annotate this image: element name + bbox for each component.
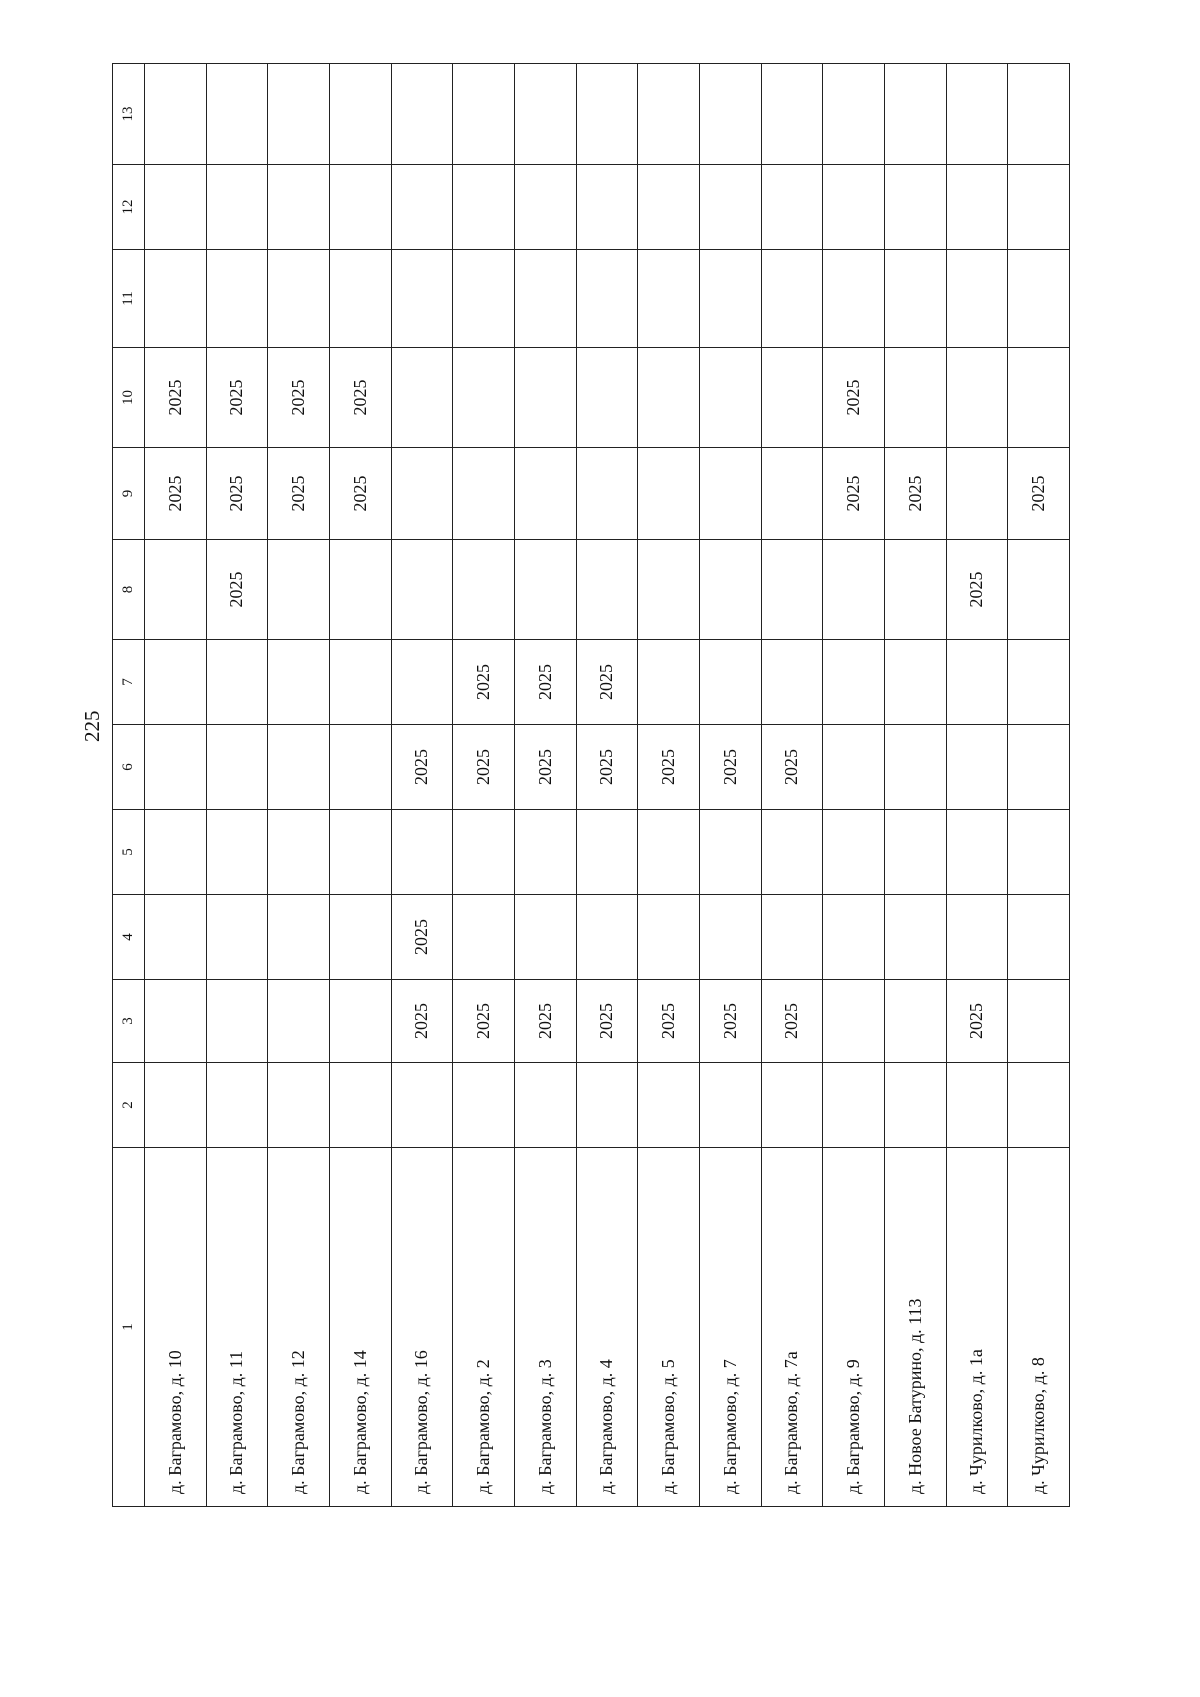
year-cell bbox=[761, 895, 823, 980]
year-cell bbox=[638, 895, 700, 980]
year-cell bbox=[823, 980, 885, 1063]
year-cell bbox=[206, 1063, 268, 1148]
address-cell: д. Баграмово, д. 7а bbox=[761, 1148, 823, 1507]
year-cell: 2025 bbox=[946, 980, 1008, 1063]
address-cell: д. Баграмово, д. 5 bbox=[638, 1148, 700, 1507]
year-cell: 2025 bbox=[823, 448, 885, 540]
year-cell bbox=[884, 725, 946, 810]
year-cell bbox=[823, 64, 885, 165]
year-cell bbox=[946, 895, 1008, 980]
year-cell bbox=[514, 540, 576, 640]
column-header: 1 bbox=[113, 1148, 145, 1507]
year-cell bbox=[329, 895, 391, 980]
year-cell bbox=[391, 540, 453, 640]
year-cell bbox=[823, 810, 885, 895]
year-cell bbox=[638, 810, 700, 895]
year-cell bbox=[576, 540, 638, 640]
year-cell bbox=[699, 165, 761, 250]
address-cell: д. Чурилково, д. 1а bbox=[946, 1148, 1008, 1507]
year-cell bbox=[1008, 640, 1070, 725]
year-cell bbox=[453, 64, 515, 165]
year-cell bbox=[1008, 725, 1070, 810]
year-cell: 2025 bbox=[514, 640, 576, 725]
year-cell bbox=[514, 165, 576, 250]
year-cell bbox=[576, 448, 638, 540]
year-cell: 2025 bbox=[268, 448, 330, 540]
column-header: 13 bbox=[113, 64, 145, 165]
year-cell bbox=[823, 895, 885, 980]
year-cell bbox=[391, 810, 453, 895]
year-cell bbox=[329, 1063, 391, 1148]
year-cell: 2025 bbox=[638, 980, 700, 1063]
year-cell: 2025 bbox=[576, 725, 638, 810]
year-cell bbox=[391, 165, 453, 250]
table-row bbox=[761, 64, 823, 1507]
year-cell bbox=[884, 1063, 946, 1148]
address-cell: д. Баграмово, д. 4 bbox=[576, 1148, 638, 1507]
year-cell: 2025 bbox=[761, 980, 823, 1063]
year-cell bbox=[946, 810, 1008, 895]
year-cell bbox=[946, 250, 1008, 348]
year-cell bbox=[884, 64, 946, 165]
year-cell bbox=[1008, 895, 1070, 980]
column-header: 9 bbox=[113, 448, 145, 540]
year-cell: 2025 bbox=[206, 448, 268, 540]
year-cell bbox=[884, 810, 946, 895]
year-cell bbox=[145, 165, 207, 250]
year-cell bbox=[145, 810, 207, 895]
year-cell: 2025 bbox=[391, 895, 453, 980]
year-cell bbox=[391, 348, 453, 448]
year-cell: 2025 bbox=[329, 348, 391, 448]
year-cell bbox=[514, 348, 576, 448]
year-cell bbox=[823, 540, 885, 640]
year-cell bbox=[638, 64, 700, 165]
year-cell bbox=[329, 725, 391, 810]
column-header: 5 bbox=[113, 810, 145, 895]
year-cell bbox=[761, 165, 823, 250]
year-cell bbox=[514, 64, 576, 165]
year-cell bbox=[268, 540, 330, 640]
year-cell: 2025 bbox=[145, 348, 207, 448]
year-cell bbox=[699, 810, 761, 895]
year-cell: 2025 bbox=[823, 348, 885, 448]
year-cell bbox=[576, 250, 638, 348]
year-cell: 2025 bbox=[453, 640, 515, 725]
year-cell bbox=[514, 250, 576, 348]
year-cell bbox=[946, 448, 1008, 540]
year-cell bbox=[206, 725, 268, 810]
year-cell bbox=[145, 250, 207, 348]
year-cell bbox=[638, 540, 700, 640]
year-cell bbox=[884, 980, 946, 1063]
year-cell bbox=[823, 1063, 885, 1148]
year-cell bbox=[946, 1063, 1008, 1148]
year-cell bbox=[206, 895, 268, 980]
year-cell bbox=[638, 348, 700, 448]
table-row bbox=[699, 64, 761, 1507]
year-cell bbox=[699, 540, 761, 640]
table-row bbox=[206, 64, 268, 1507]
year-cell bbox=[946, 640, 1008, 725]
year-cell bbox=[699, 64, 761, 165]
year-cell bbox=[206, 165, 268, 250]
address-cell: д. Баграмово, д. 11 bbox=[206, 1148, 268, 1507]
address-cell: д. Баграмово, д. 16 bbox=[391, 1148, 453, 1507]
year-cell bbox=[761, 348, 823, 448]
year-cell bbox=[206, 640, 268, 725]
year-cell bbox=[638, 165, 700, 250]
year-cell bbox=[576, 64, 638, 165]
year-cell bbox=[453, 1063, 515, 1148]
year-cell bbox=[761, 1063, 823, 1148]
column-header: 3 bbox=[113, 980, 145, 1063]
column-header: 11 bbox=[113, 250, 145, 348]
year-cell bbox=[1008, 980, 1070, 1063]
year-cell bbox=[391, 640, 453, 725]
year-cell bbox=[884, 348, 946, 448]
year-cell: 2025 bbox=[206, 540, 268, 640]
year-cell bbox=[699, 1063, 761, 1148]
year-cell bbox=[823, 250, 885, 348]
year-cell: 2025 bbox=[576, 640, 638, 725]
year-cell bbox=[576, 348, 638, 448]
year-cell bbox=[823, 165, 885, 250]
year-cell bbox=[761, 540, 823, 640]
year-cell bbox=[145, 1063, 207, 1148]
year-cell bbox=[1008, 165, 1070, 250]
year-cell bbox=[145, 895, 207, 980]
page-number: 225 bbox=[80, 710, 104, 742]
year-cell bbox=[638, 640, 700, 725]
year-cell bbox=[268, 1063, 330, 1148]
year-cell: 2025 bbox=[699, 980, 761, 1063]
year-cell: 2025 bbox=[329, 448, 391, 540]
year-cell bbox=[453, 810, 515, 895]
year-cell bbox=[453, 348, 515, 448]
year-cell bbox=[206, 980, 268, 1063]
year-cell bbox=[268, 810, 330, 895]
address-cell: д. Баграмово, д. 12 bbox=[268, 1148, 330, 1507]
address-cell: д. Новое Батурино, д. 113 bbox=[884, 1148, 946, 1507]
year-cell bbox=[145, 64, 207, 165]
year-cell bbox=[268, 250, 330, 348]
table-row bbox=[329, 64, 391, 1507]
year-cell bbox=[699, 348, 761, 448]
year-cell bbox=[699, 640, 761, 725]
table-row bbox=[268, 64, 330, 1507]
year-cell bbox=[145, 640, 207, 725]
year-cell bbox=[638, 448, 700, 540]
year-cell bbox=[391, 448, 453, 540]
year-cell bbox=[268, 895, 330, 980]
year-cell bbox=[638, 1063, 700, 1148]
address-cell: д. Баграмово, д. 2 bbox=[453, 1148, 515, 1507]
column-header: 8 bbox=[113, 540, 145, 640]
year-cell bbox=[946, 64, 1008, 165]
year-cell bbox=[514, 895, 576, 980]
year-cell: 2025 bbox=[145, 448, 207, 540]
year-cell bbox=[576, 1063, 638, 1148]
column-header: 2 bbox=[113, 1063, 145, 1148]
year-cell: 2025 bbox=[268, 348, 330, 448]
year-cell bbox=[699, 895, 761, 980]
column-header: 4 bbox=[113, 895, 145, 980]
year-cell bbox=[453, 165, 515, 250]
year-cell: 2025 bbox=[206, 348, 268, 448]
year-cell bbox=[1008, 348, 1070, 448]
year-cell bbox=[268, 64, 330, 165]
year-cell: 2025 bbox=[638, 725, 700, 810]
year-cell bbox=[453, 448, 515, 540]
schedule-table bbox=[112, 63, 1070, 1507]
year-cell bbox=[391, 250, 453, 348]
year-cell bbox=[946, 165, 1008, 250]
year-cell bbox=[391, 64, 453, 165]
schedule-table-container bbox=[112, 64, 1070, 1507]
year-cell bbox=[761, 810, 823, 895]
table-row bbox=[391, 64, 453, 1507]
year-cell: 2025 bbox=[576, 980, 638, 1063]
year-cell bbox=[453, 895, 515, 980]
year-cell bbox=[514, 810, 576, 895]
year-cell bbox=[1008, 810, 1070, 895]
column-header: 7 bbox=[113, 640, 145, 725]
year-cell bbox=[329, 165, 391, 250]
year-cell bbox=[576, 165, 638, 250]
year-cell: 2025 bbox=[453, 725, 515, 810]
table-row bbox=[638, 64, 700, 1507]
year-cell bbox=[576, 895, 638, 980]
year-cell bbox=[453, 250, 515, 348]
year-cell bbox=[145, 980, 207, 1063]
year-cell: 2025 bbox=[761, 725, 823, 810]
year-cell bbox=[206, 810, 268, 895]
table-row bbox=[514, 64, 576, 1507]
column-header: 10 bbox=[113, 348, 145, 448]
year-cell bbox=[1008, 64, 1070, 165]
year-cell: 2025 bbox=[514, 725, 576, 810]
year-cell bbox=[268, 165, 330, 250]
year-cell: 2025 bbox=[1008, 448, 1070, 540]
year-cell: 2025 bbox=[391, 980, 453, 1063]
column-header: 6 bbox=[113, 725, 145, 810]
year-cell bbox=[823, 640, 885, 725]
table-row bbox=[946, 64, 1008, 1507]
year-cell bbox=[206, 250, 268, 348]
year-cell bbox=[268, 980, 330, 1063]
address-cell: д. Баграмово, д. 7 bbox=[699, 1148, 761, 1507]
year-cell: 2025 bbox=[884, 448, 946, 540]
year-cell bbox=[514, 448, 576, 540]
year-cell bbox=[699, 250, 761, 348]
header-row bbox=[113, 64, 145, 1507]
year-cell bbox=[1008, 1063, 1070, 1148]
year-cell: 2025 bbox=[946, 540, 1008, 640]
year-cell bbox=[884, 165, 946, 250]
year-cell bbox=[946, 348, 1008, 448]
year-cell: 2025 bbox=[514, 980, 576, 1063]
year-cell bbox=[576, 810, 638, 895]
year-cell bbox=[329, 640, 391, 725]
year-cell bbox=[761, 64, 823, 165]
table-row bbox=[576, 64, 638, 1507]
year-cell bbox=[761, 250, 823, 348]
year-cell bbox=[761, 448, 823, 540]
address-cell: д. Баграмово, д. 10 bbox=[145, 1148, 207, 1507]
year-cell bbox=[699, 448, 761, 540]
year-cell bbox=[884, 640, 946, 725]
year-cell bbox=[638, 250, 700, 348]
table-row bbox=[823, 64, 885, 1507]
table-row bbox=[884, 64, 946, 1507]
year-cell bbox=[268, 725, 330, 810]
year-cell bbox=[1008, 250, 1070, 348]
table-row bbox=[145, 64, 207, 1507]
year-cell: 2025 bbox=[391, 725, 453, 810]
year-cell bbox=[145, 540, 207, 640]
table-row bbox=[453, 64, 515, 1507]
year-cell bbox=[761, 640, 823, 725]
year-cell: 2025 bbox=[699, 725, 761, 810]
year-cell bbox=[145, 725, 207, 810]
year-cell bbox=[884, 895, 946, 980]
year-cell bbox=[391, 1063, 453, 1148]
address-cell: д. Баграмово, д. 9 bbox=[823, 1148, 885, 1507]
year-cell bbox=[453, 540, 515, 640]
year-cell bbox=[268, 640, 330, 725]
year-cell bbox=[206, 64, 268, 165]
year-cell bbox=[329, 810, 391, 895]
address-cell: д. Чурилково, д. 8 bbox=[1008, 1148, 1070, 1507]
year-cell: 2025 bbox=[453, 980, 515, 1063]
year-cell bbox=[514, 1063, 576, 1148]
year-cell bbox=[329, 250, 391, 348]
year-cell bbox=[329, 64, 391, 165]
year-cell bbox=[946, 725, 1008, 810]
table-row bbox=[1008, 64, 1070, 1507]
year-cell bbox=[1008, 540, 1070, 640]
year-cell bbox=[329, 980, 391, 1063]
year-cell bbox=[884, 250, 946, 348]
address-cell: д. Баграмово, д. 3 bbox=[514, 1148, 576, 1507]
year-cell bbox=[884, 540, 946, 640]
year-cell bbox=[823, 725, 885, 810]
address-cell: д. Баграмово, д. 14 bbox=[329, 1148, 391, 1507]
column-header: 12 bbox=[113, 165, 145, 250]
year-cell bbox=[329, 540, 391, 640]
